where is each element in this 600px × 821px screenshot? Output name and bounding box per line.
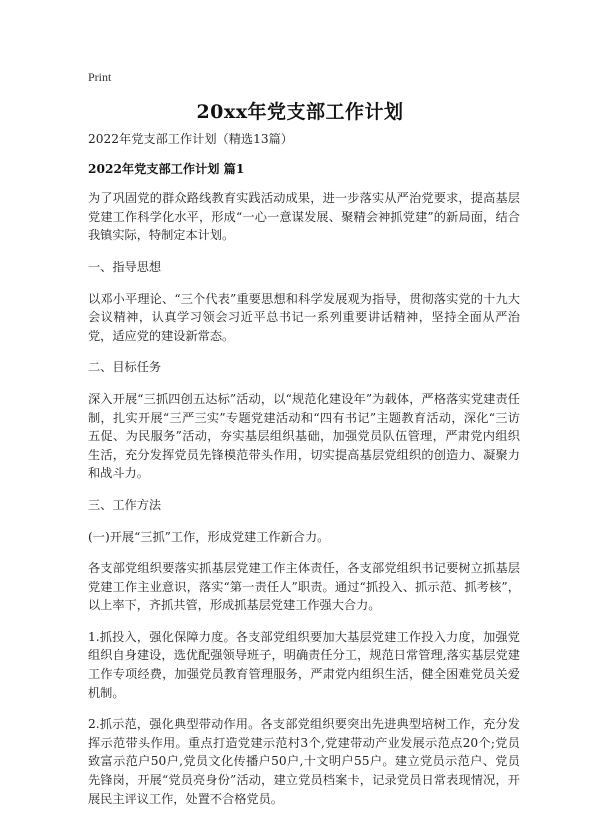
document-title: 20xx年党支部工作计划 bbox=[196, 101, 404, 123]
intro-paragraph: 为了巩固党的群众路线教育实践活动成果，进一步落实从严治党要求，提高基层党建工作科学化水平，形成“一心一意谋发展、聚精会神抓党建”的新局面，结合我镇实际，特制定本计划。 bbox=[88, 191, 520, 243]
paragraph-investment: 1.抓投入，强化保障力度。各支部党组织要加大基层党建工作投入力度，加强党组织自身建设，选优配强领导班子，明确责任分工，规范日常管理,落实基层党建工作专项经费，加强党员教育管理服务，严肃党内组织生活，健全困难党员关爱机制。 bbox=[88, 629, 520, 700]
subheading-three-grasps: (一)开展“三抓”工作，形成党建工作新合力。 bbox=[88, 529, 330, 544]
document-subtitle: 2022年党支部工作计划（精选13篇） bbox=[88, 132, 293, 146]
paragraph-objectives: 深入开展“三抓四创五达标”活动，以“规范化建设年”为载体，严格落实党建责任制，扎实开展“三严三实”专题党建活动和“四有书记”主题教育活动，深化“三访五促、为民服务”活动，夯实基层组织基础，加强党员队伍管理，严肃党内组织生活，充分发挥党员先锋模范带头作用，切实提高基层党组织的创造力、凝聚力和战斗力。 bbox=[88, 391, 520, 481]
paragraph-responsibility: 各支部党组织要落实抓基层党建工作主体责任，各支部党组织书记要树立抓基层党建工作主业意识，落实“第一责任人”职责。通过“抓投入、抓示范、抓考核”，以上率下，齐抓共管，形成抓基层党建工作强大合力。 bbox=[88, 561, 520, 613]
heading-guiding-ideology: 一、指导思想 bbox=[88, 259, 162, 274]
heading-methods: 三、工作方法 bbox=[88, 497, 162, 512]
paragraph-demonstration: 2.抓示范，强化典型带动作用。各支部党组织要突出先进典型培树工作，充分发挥示范带头作用。重点打造党建示范村3个,党建带动产业发展示范点20个;党员致富示范户50户,党员文化传播户50户,十文明户55户。建立党员示范户、党员先锋岗，开展“党员亮身份”活动，建立党员档案卡，记录党员日常表现情况，开展民主评议工作，处置不合格党员。 bbox=[88, 717, 520, 806]
print-label: Print bbox=[88, 70, 112, 84]
heading-objectives: 二、目标任务 bbox=[88, 360, 162, 375]
paragraph-guiding-ideology: 以邓小平理论、“三个代表”重要思想和科学发展观为指导，贯彻落实党的十九大会议精神，认真学习领会习近平总书记一系列重要讲话精神，坚持全面从严治党，适应党的建设新常态。 bbox=[88, 291, 520, 343]
section-title: 2022年党支部工作计划 篇1 bbox=[88, 161, 245, 176]
document-body bbox=[88, 130, 520, 821]
